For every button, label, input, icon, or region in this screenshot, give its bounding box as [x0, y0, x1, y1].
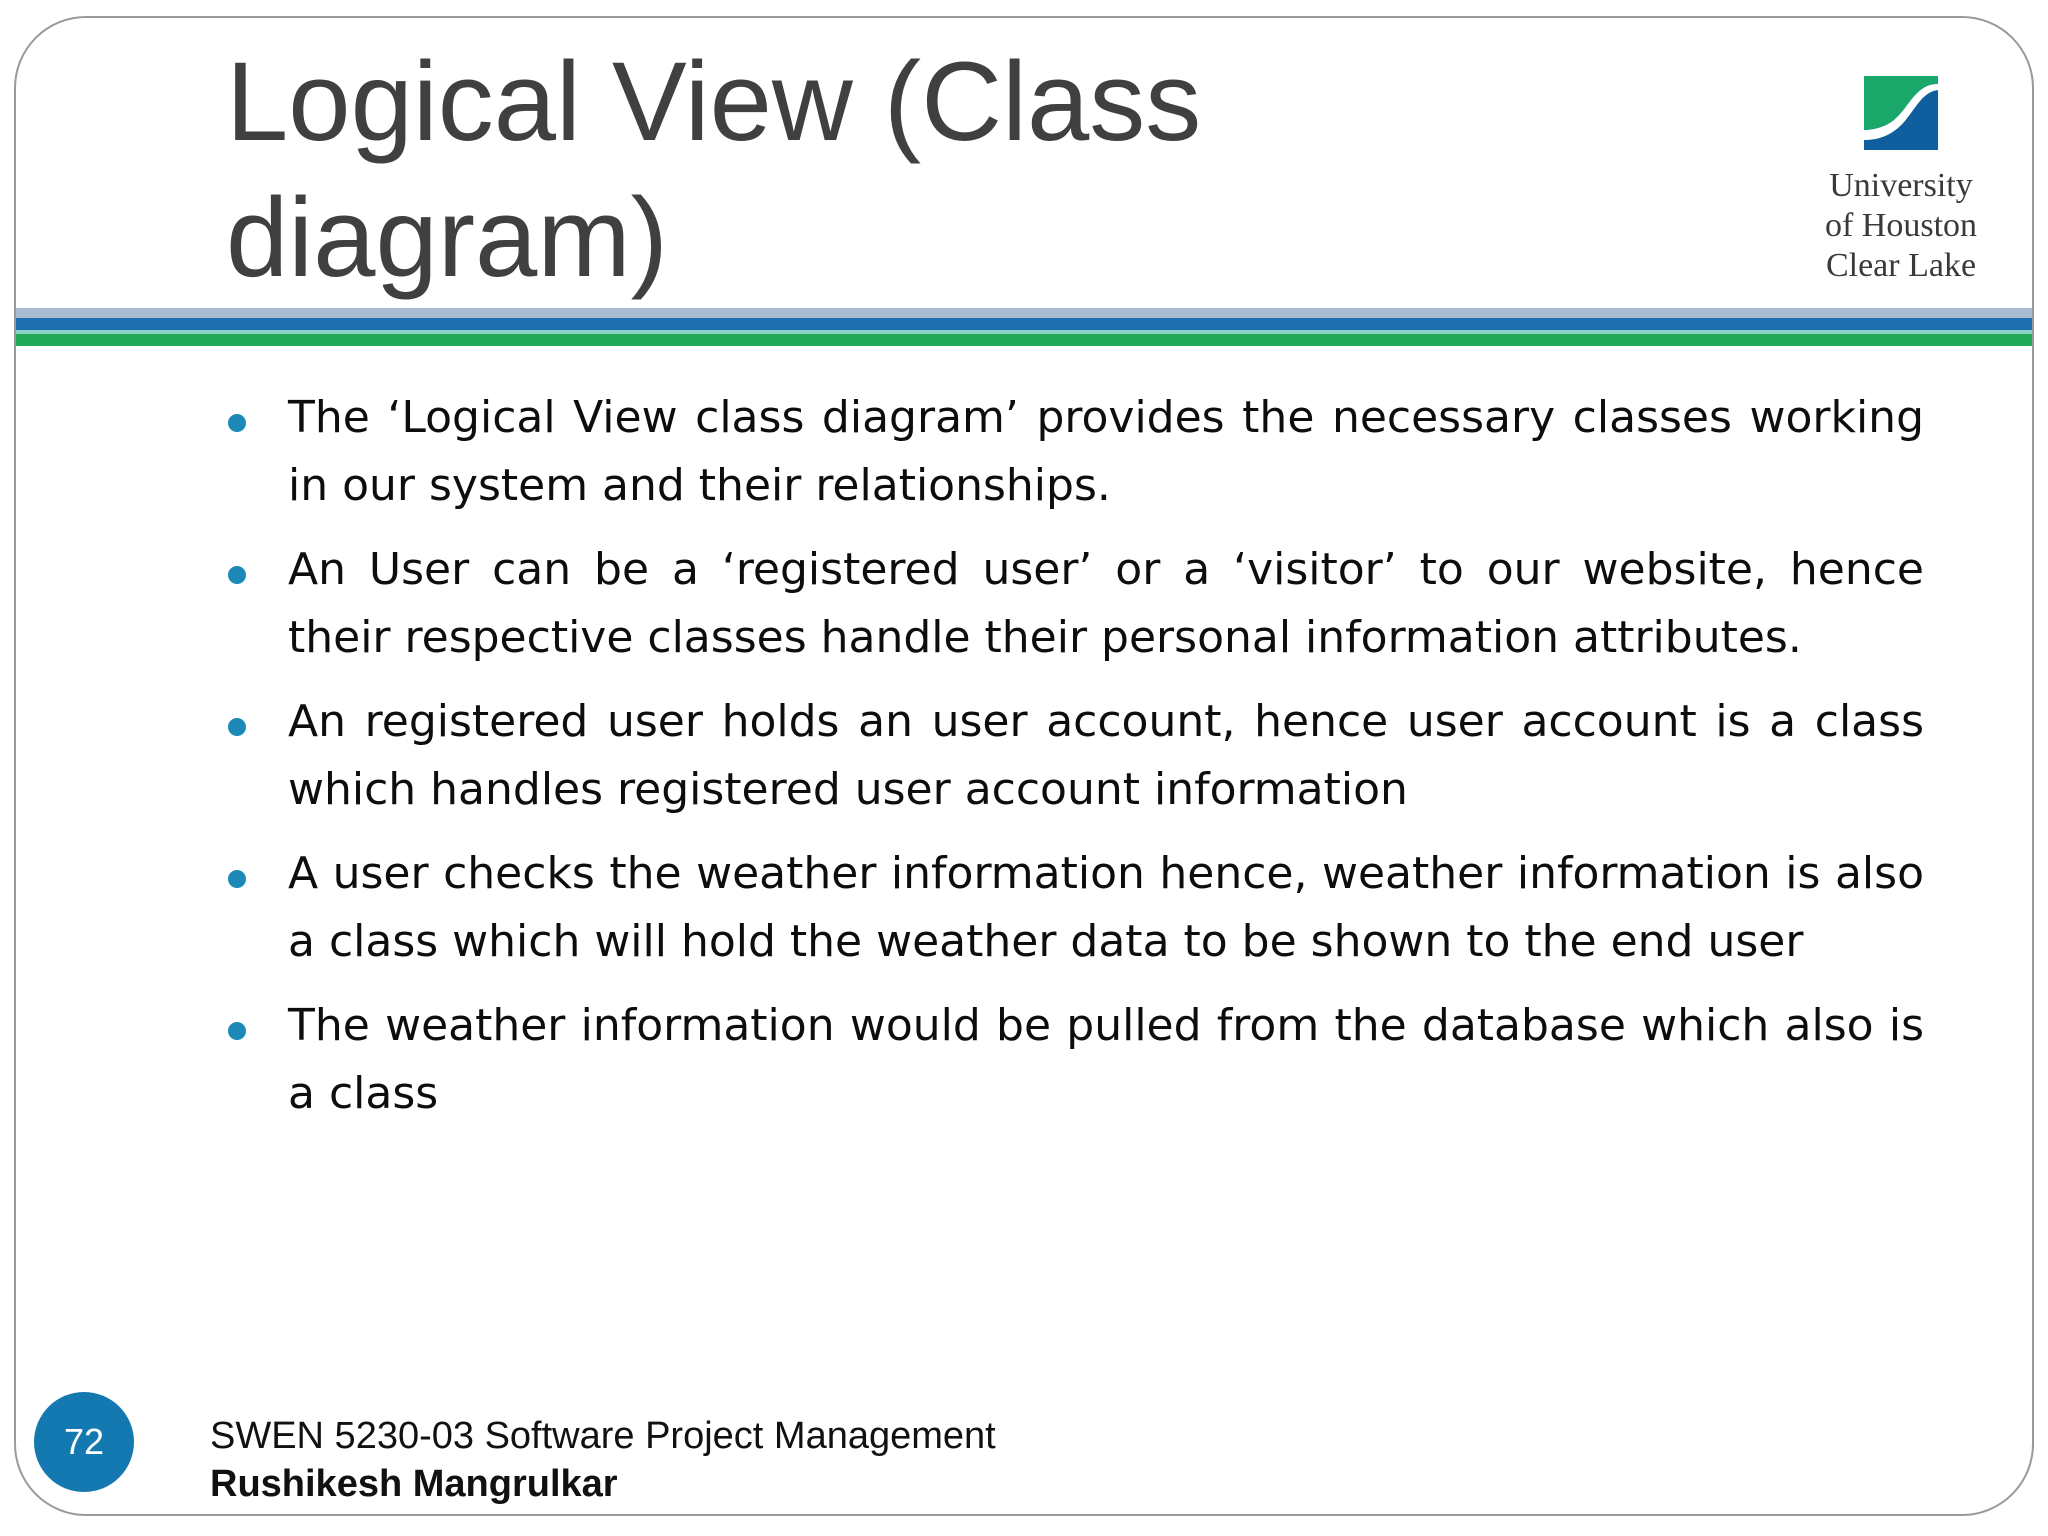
bullet-text: The weather information would be pulled from the database which also is a class — [288, 1000, 1924, 1119]
title-line-1: Logical View (Class — [226, 39, 1202, 164]
university-name — [1816, 166, 1986, 286]
bullet-item-3 — [226, 688, 1924, 824]
slide-title — [226, 34, 1726, 306]
bullet-item-5 — [226, 992, 1924, 1128]
bullet-dot-icon — [228, 870, 246, 888]
page-number-badge — [34, 1392, 134, 1492]
bullet-text: A user checks the weather information hence, weather information is also a class which will hold the weather data to be shown to the end user — [288, 848, 1924, 967]
bullet-dot-icon — [228, 414, 246, 432]
bullet-text: An registered user holds an user account, hence user account is a class which handles registered user account information — [288, 696, 1924, 815]
divider-band-light — [16, 308, 2032, 318]
bullet-item-4 — [226, 840, 1924, 976]
university-wave-logo-icon — [1864, 76, 1938, 150]
page-number: 72 — [63, 1421, 105, 1462]
bullet-dot-icon — [228, 718, 246, 736]
divider-band-green — [16, 334, 2032, 346]
bullet-dot-icon — [228, 1022, 246, 1040]
title-divider-bands — [16, 308, 2032, 346]
bullet-text: The ‘Logical View class diagram’ provides the necessary classes working in our system and their relationships. — [288, 392, 1924, 511]
logo-line-3: Clear Lake — [1825, 247, 1977, 284]
bullet-list — [226, 384, 1924, 1144]
footer-course: SWEN 5230-03 Software Project Management — [210, 1415, 996, 1457]
bullet-text: An User can be a ‘registered user’ or a ‘visitor’ to our website, hence their respective classes handle their personal information attributes. — [288, 544, 1924, 663]
bullet-item-2 — [226, 536, 1924, 672]
footer-author: Rushikesh Mangrulkar — [210, 1463, 618, 1505]
bullet-dot-icon — [228, 566, 246, 584]
bullet-item-1 — [226, 384, 1924, 520]
logo-line-2: of Houston — [1824, 207, 1978, 244]
title-line-2: diagram) — [226, 175, 668, 300]
university-logo — [1816, 74, 1986, 288]
slide-footer — [210, 1412, 996, 1508]
divider-band-blue — [16, 318, 2032, 330]
logo-line-1: University — [1829, 167, 1973, 204]
